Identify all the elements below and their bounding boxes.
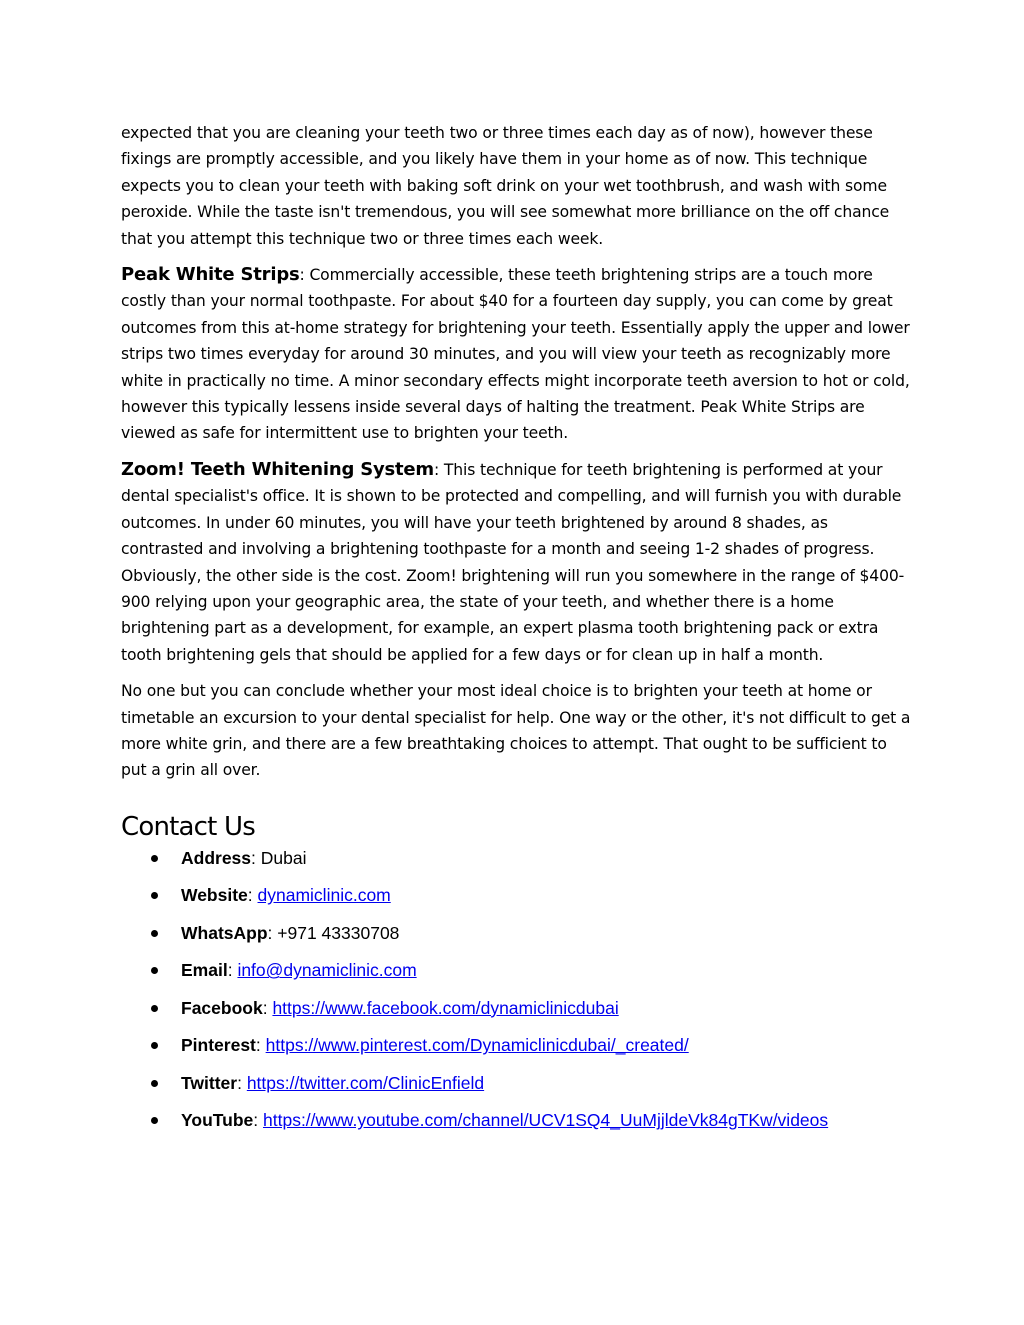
contact-item-whatsapp	[121, 922, 911, 960]
document-page	[121, 120, 911, 1147]
contact-separator: :	[227, 960, 238, 981]
contact-separator: :	[237, 1072, 247, 1093]
youtube-link[interactable]: https://www.youtube.com/channel/UCV1SQ4_UuMjjldeVk84gTKw/videos	[263, 1110, 829, 1131]
email-link[interactable]: info@dynamiclinic.com	[237, 960, 417, 981]
zoom-whitening-text: : This technique for teeth brightening is performed at your dental specialist's office. It is shown to be protected and compelling, and will furnish you with durable outcomes. In under 60 minutes, you will have your teeth brightened by around 8 shades, as contrasted and involving a brightening toothpaste for a month and seeing 1-2 shades of progress. Obviously, the other side is the cost. Zoom! brightening will run you somewhere in the range of $400-900 relying upon your geographic area, the state of your teeth, and whether there is a home brightening part as a development, for example, an expert plasma tooth brightening pack or extra tooth brightening gels that should be applied for a few days or for clean up in half a month.	[121, 460, 905, 664]
contact-list	[121, 847, 911, 1147]
contact-label: WhatsApp	[181, 922, 268, 943]
contact-separator: :	[255, 1035, 266, 1056]
facebook-link[interactable]: https://www.facebook.com/dynamiclinicdubai	[272, 997, 619, 1018]
contact-label: YouTube	[181, 1110, 254, 1131]
peak-white-strips-text: : Commercially accessible, these teeth brightening strips are a touch more costly than your normal toothpaste. For about $40 for a fourteen day supply, you can come by great outcomes from this at-home strategy for brightening your teeth. Essentially apply the upper and lower strips two times everyday for around 30 minutes, and you will view your teeth as recognizably more white in practically no time. A minor secondary effects might incorporate teeth aversion to hot or cold, however this typically lessens inside several days of halting the treatment. Peak White Strips are viewed as safe for intermittent use to brighten your teeth.	[121, 266, 910, 443]
contact-label: Twitter	[181, 1072, 238, 1093]
website-link[interactable]: dynamiclinic.com	[257, 885, 391, 906]
contact-item-address	[121, 847, 911, 885]
contact-item-youtube	[121, 1109, 911, 1147]
contact-label: Pinterest	[181, 1035, 256, 1056]
bullet-icon	[151, 930, 158, 937]
bullet-icon	[151, 1005, 158, 1012]
contact-item-facebook	[121, 997, 911, 1035]
contact-separator: :	[267, 922, 278, 943]
contact-us-heading: Contact Us	[121, 811, 255, 842]
whatsapp-value: +971 43330708	[277, 922, 400, 943]
contact-separator: :	[253, 1110, 263, 1131]
contact-separator: :	[262, 997, 273, 1018]
paragraph-conclusion: No one but you can conclude whether your most ideal choice is to brighten your teeth at home or timetable an excursion to your dental specialist for help. One way or the other, it's not difficult to get a more white grin, and there are a few breathtaking choices to attempt. That ought to be sufficient to put a grin all over.	[121, 682, 911, 780]
pinterest-link[interactable]: https://www.pinterest.com/Dynamiclinicdubai/_created/	[265, 1035, 689, 1056]
contact-item-website	[121, 884, 911, 922]
bullet-icon	[151, 892, 158, 899]
contact-label: Address	[181, 847, 252, 868]
contact-item-email	[121, 959, 911, 997]
bullet-icon	[151, 967, 158, 974]
contact-label: Website	[181, 885, 248, 906]
peak-white-strips-heading: Peak White Strips	[121, 264, 300, 286]
bullet-icon	[151, 1117, 158, 1124]
paragraph-baking-soda: expected that you are cleaning your teeth two or three times each day as of now), however these fixings are promptly accessible, and you likely have them in your home as of now. This technique expects you to clean your teeth with baking soft drink on your wet toothbrush, and wash with some peroxide. While the taste isn't tremendous, you will see somewhat more brilliance on the off chance that you attempt this technique two or three times each week.	[121, 124, 890, 248]
contact-separator: :	[247, 885, 258, 906]
contact-item-twitter	[121, 1072, 911, 1110]
address-value: Dubai	[260, 847, 307, 868]
paragraph-zoom-whitening	[121, 457, 911, 668]
bullet-icon	[151, 855, 158, 862]
paragraph-peak-white-strips	[121, 262, 911, 447]
bullet-icon	[151, 1080, 158, 1087]
contact-label: Email	[181, 960, 228, 981]
twitter-link[interactable]: https://twitter.com/ClinicEnfield	[246, 1072, 485, 1093]
contact-item-pinterest	[121, 1034, 911, 1072]
zoom-whitening-heading: Zoom! Teeth Whitening System	[121, 458, 434, 480]
contact-label: Facebook	[181, 997, 263, 1018]
bullet-icon	[151, 1042, 158, 1049]
contact-separator: :	[251, 847, 261, 868]
